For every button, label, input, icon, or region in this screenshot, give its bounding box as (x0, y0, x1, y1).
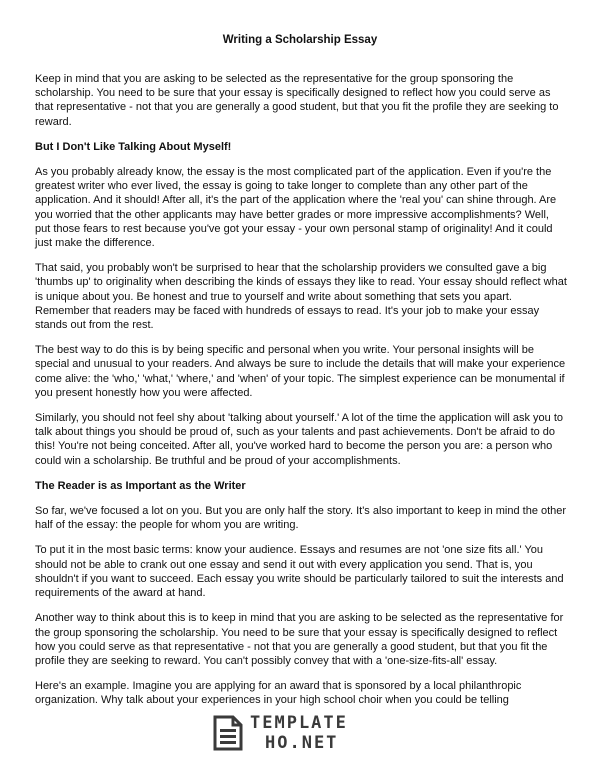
intro-paragraph: Keep in mind that you are asking to be selected as the representative for the group sponsoring the scholarship. You need to be sure that your essay is specifically designed to reflect how you could serve as that representative - not that you are generally a good student, but that you fit the profile they are seeking to reward. (35, 73, 559, 128)
body-paragraph: So far, we've focused a lot on you. But you are only half the story. It's also important to keep in mind the other half of the essay: the people for whom you are writing. (35, 505, 567, 532)
body-paragraph: Here's an example. Imagine you are applying for an award that is sponsored by a local philanthropic organization. Why talk about your experiences in your high school choir when you could be telling (35, 680, 522, 707)
section-heading-reader-important: The Reader is as Important as the Writer (35, 479, 246, 492)
body-paragraph: To put it in the most basic terms: know your audience. Essays and resumes are not 'one size fits all.' You should not be able to crank out one essay and send it out with every application you send. That is, you shouldn't if you want to succeed. Each essay you write should be particularly tailored to suit the interests and requirements of the award at hand. (35, 544, 564, 600)
document-title: Writing a Scholarship Essay (222, 34, 378, 46)
logo-text-template: TEMPLATE (250, 713, 348, 733)
body-paragraph: Another way to think about this is to keep in mind that you are asking to be selected as the representative for the group sponsoring the scholarship. You need to be sure that your essay is specifically designed to reflect how you could serve as that representative - not that you are generally a good student, but that you fit the profile they are seeking to reward. You can't possibly convey that with a 'one-size-fits-all' essay. (35, 612, 564, 667)
body-paragraph: Similarly, you should not feel shy about 'talking about yourself.' A lot of the time the application will ask you to talk about things you should be proud of, such as your talents and past achievements. Don't be afraid to do this! You're not being conceited. After all, you've worked hard to become the person you are: a person who could win a scholarship. Be truthful and be proud of your accomplishments. (35, 412, 564, 467)
document-body (35, 72, 567, 719)
section-heading-talking-about-myself: But I Don't Like Talking About Myself! (35, 140, 232, 153)
body-paragraph: The best way to do this is by being specific and personal when you write. Your personal insights will be special and unusual to your readers. And always be sure to include the details that will make your experience come alive: the 'who,' 'what,' 'where,' and 'when' of your topic. The simplest experience can be monumental if you present honestly how you were affected. (35, 344, 566, 399)
body-paragraph: As you probably already know, the essay is the most complicated part of the application. Even if you're the greatest writer who ever lived, the essay is going to take longer to complete than any other part of the application. And it should! After all, it's the part of the application where the 'real you' can shine through. Are you worried that the other applicants may have better grades or more impressive accomplishments? Well, put those fears to rest because you've got your essay - your own personal stamp of originality! And it could just make the difference. (35, 166, 557, 250)
document-icon (213, 715, 243, 751)
templateho-watermark-logo (213, 712, 403, 754)
body-paragraph: That said, you probably won't be surprised to hear that the scholarship providers we consulted gave a big 'thumbs up' to originality when describing the kinds of essays they like to read. Your essay should reflect what is unique about you. Be honest and true to yourself and write about something that sets you apart. Remember that readers may be faced with hundreds of essays to read. It's your job to make your essay stands out from the rest. (35, 262, 567, 332)
logo-text-honet: HO.NET (265, 733, 339, 753)
